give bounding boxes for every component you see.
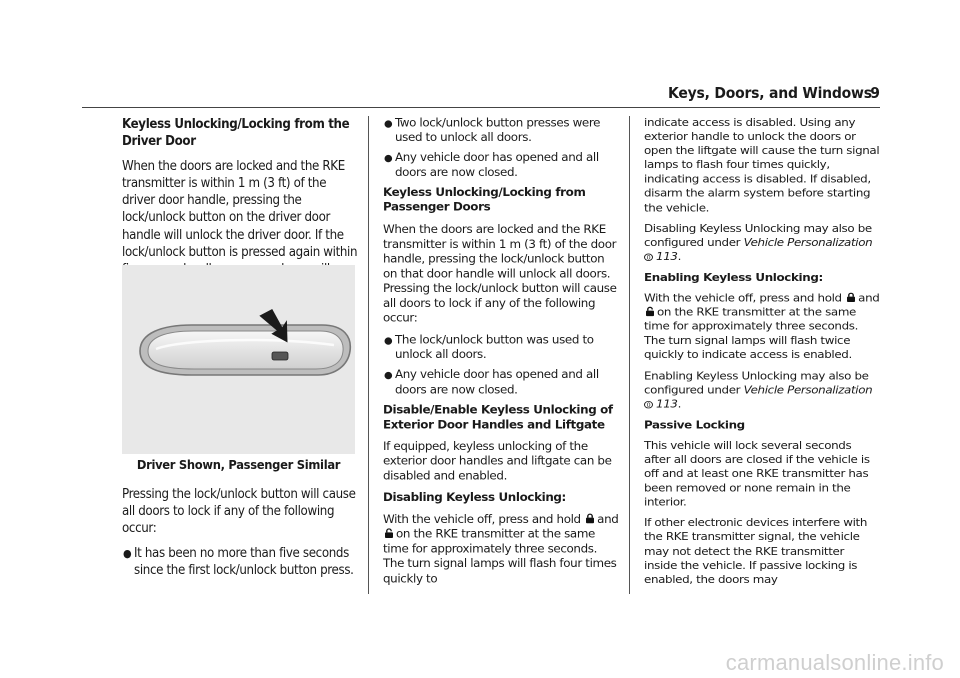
lock-icon: [585, 513, 595, 523]
column-3: [644, 116, 880, 594]
heading-passive-locking: Passive Locking: [644, 419, 745, 432]
column-divider-1: [368, 116, 369, 594]
link-vehicle-personalization[interactable]: Vehicle Personalization: [743, 236, 873, 250]
page-reference-icon: 0: [644, 253, 653, 260]
bullet-item: ● Any vehicle door has opened and all doors are now closed.: [384, 151, 599, 180]
paragraph-enabling: With the vehicle off, press and hold and on the RKE transmitter at the same time for approximately three seconds. The turn signal lamps will flash twice quickly to indicate access is enabled.: [644, 292, 880, 362]
footer: [0, 650, 960, 678]
bullet-list-3: [383, 333, 619, 398]
paragraph-enable-config: Enabling Keyless Unlocking may also be configured under Vehicle Personalization 0 113.: [644, 369, 873, 411]
page-number: 9: [870, 84, 880, 102]
bullet-item: ● It has been no more than five seconds since the first lock/unlock button press.: [123, 546, 354, 579]
page-reference[interactable]: 113: [656, 398, 678, 411]
paragraph-driver-door: When the doors are locked and the RKE transmitter is within 1 m (3 ft) of the driver door handle, pressing the lock/unlock button on the driver door handle will unlock the driver door. If the lock/unlock button is pressed again within: [122, 159, 358, 260]
unlock-icon: [645, 307, 655, 317]
bullet-item: ● Two lock/unlock button presses were used to unlock all doors.: [384, 116, 601, 145]
header-rule: [82, 107, 880, 108]
paragraph-access-disabled: indicate access is disabled. Using any exterior handle to unlock the doors or open the liftgate will cause the turn signal lamps to flash four times quickly, indicating access is disabled. If disabled, disarm the alarm system before starting the vehicle.: [644, 116, 880, 215]
column-1-continued: [122, 486, 358, 585]
door-handle-figure: [122, 265, 355, 454]
bullet-list-1: [122, 545, 358, 579]
door-handle-illustration: [122, 265, 355, 454]
heading-enabling: Enabling Keyless Unlocking:: [644, 271, 823, 285]
figure-caption: Driver Shown, Passenger Similar: [136, 458, 341, 473]
bullet-icon: ●: [123, 547, 132, 561]
heading-disable-enable: Disable/Enable Keyless Unlocking of Exterior Door Handles and Liftgate: [383, 403, 613, 432]
lock-icon: [846, 292, 856, 302]
bullet-icon: ●: [384, 152, 393, 164]
paragraph-passenger-doors: When the doors are locked and the RKE transmitter is within 1 m (3 ft) of the door handle, pressing the lock/unlock button on that door handle will unlock all doors. Pressing the lock/unlock button will cause all doors to lock if any of the following occur:: [383, 223, 617, 326]
paragraph-disable-config: Disabling Keyless Unlocking may also be configured under Vehicle Personalization 0 113.: [644, 222, 873, 264]
bullet-icon: ●: [384, 334, 393, 347]
paragraph-passive-locking: This vehicle will lock several seconds after all doors are closed if the vehicle is off and at least one RKE transmitter has been removed or none remain in the interior.: [644, 439, 870, 509]
paragraph-if-equipped: If equipped, keyless unlocking of the exterior door handles and liftgate can be disabled and enabled.: [383, 440, 612, 483]
bullet-icon: ●: [384, 117, 393, 130]
column-divider-2: [629, 116, 630, 594]
bullet-item: ● Any vehicle door has opened and all doors are now closed.: [384, 368, 599, 397]
heading-passenger-doors: Keyless Unlocking/Locking from Passenger Doors: [383, 186, 586, 215]
page-header: [668, 84, 880, 108]
heading-driver-door: Keyless Unlocking/Locking from the Driver Door: [122, 117, 350, 150]
column-2: [383, 116, 619, 594]
paragraph-disabling: With the vehicle off, press and hold and on the RKE transmitter at the same time for approximately three seconds. The turn signal lamps will flash four times quickly to: [383, 513, 619, 586]
page-reference-icon: 0: [644, 401, 653, 408]
paragraph-lock-conditions: Pressing the lock/unlock button will cause all doors to lock if any of the following occur:: [122, 487, 356, 537]
section-title: Keys, Doors, and Windows: [668, 84, 872, 102]
bullet-icon: ●: [384, 369, 393, 381]
paragraph-interference: If other electronic devices interfere with the RKE transmitter signal, the vehicle may not detect the RKE transmitter inside the vehicle. If passive locking is enabled, the doors may: [644, 517, 867, 587]
page-reference[interactable]: 113: [656, 250, 678, 264]
bullet-item: ● The lock/unlock button was used to unlock all doors.: [384, 333, 594, 362]
watermark-text: carmanualsonline.info: [725, 650, 944, 675]
unlock-icon: [384, 528, 394, 538]
bullet-list-2: [383, 116, 619, 181]
heading-disabling: Disabling Keyless Unlocking:: [383, 491, 566, 505]
link-vehicle-personalization[interactable]: Vehicle Personalization: [743, 384, 873, 397]
